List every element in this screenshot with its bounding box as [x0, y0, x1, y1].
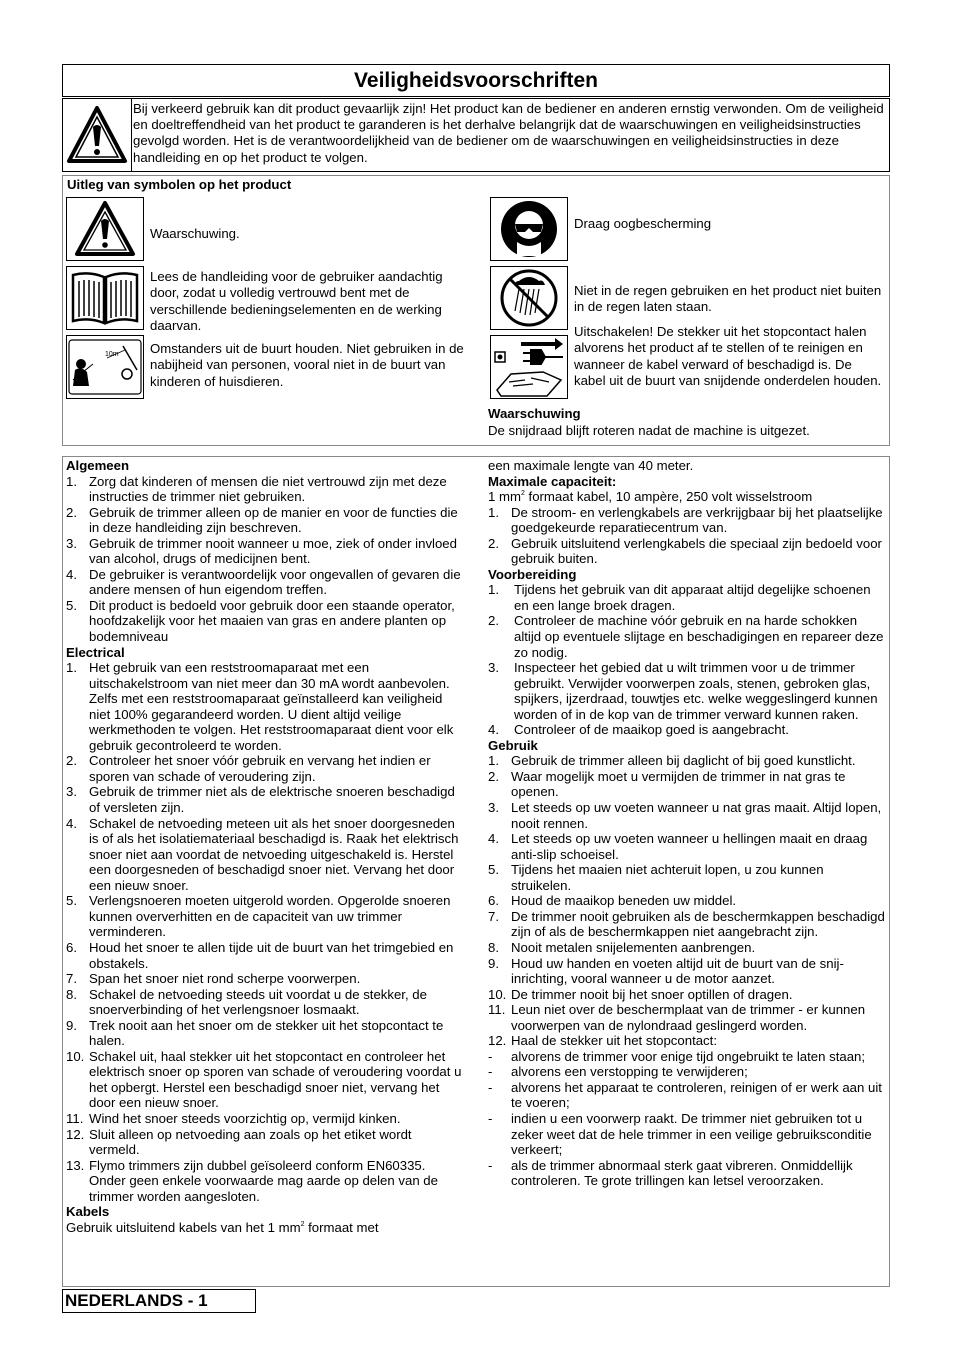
list-item: [488, 987, 886, 1003]
list-item-number: 2.: [66, 753, 77, 769]
list-item-text: Houd de maaikop beneden uw middel.: [511, 893, 737, 909]
list-item-text: Span het snoer niet rond scherpe voorwerpen.: [89, 971, 361, 987]
algemeen-heading: Algemeen: [66, 458, 130, 473]
list-item-number: 5.: [66, 893, 77, 909]
book-icon: [66, 266, 144, 330]
list-item: [66, 987, 462, 1018]
list-item: [488, 660, 886, 722]
list-item-number: 1.: [66, 660, 77, 676]
list-item: [66, 971, 462, 987]
list-item-text: Inspecteer het gebied dat u wilt trimmen voor u de trimmer gebruikt. Verwijder voorwerpen zoals, stenen, gebroken glas, spijkers, ijzerdraad, touwtjes etc. welke weggeslingerd kunnen worden of in de kop van de trimmer verward kunnen raken.: [514, 660, 878, 722]
algemeen-list: [66, 474, 462, 645]
list-item: [488, 505, 886, 536]
list-item-text: Het gebruik van een reststroomaparaat met een uitschakelstroom van niet meer dan 30 mA wordt aanbevolen. Zelfs met een reststroomaparaat geïnstalleerd kan veiligheid niet 100% gegarandeerd worden. U dient altijd veilige werkmethoden te volgen. Het reststroomaparaat dient voor elk gebruik gecontroleerd te worden.: [89, 660, 454, 753]
list-item-number: 1.: [488, 504, 499, 520]
list-item-text: Leun niet over de beschermplaat van de trimmer - er kunnen voorwerpen van de nylondraad geslingerd worden.: [511, 1002, 866, 1033]
list-item: [488, 1064, 886, 1080]
bystanders-icon: [66, 335, 144, 399]
list-item-text: alvorens het apparaat te controleren, reinigen of er werk aan uit te voeren;: [511, 1079, 882, 1111]
warning-icon: [66, 197, 144, 261]
list-item-number: 4.: [66, 566, 77, 582]
list-item-number: 1.: [488, 582, 499, 598]
capacity-list: [488, 505, 886, 567]
distance-label: 10m: [105, 351, 119, 358]
intro-warning-box: [62, 98, 890, 172]
list-item: [488, 800, 886, 831]
warning2-text: De snijdraad blijft roteren nadat de machine is uitgezet.: [488, 423, 810, 438]
list-item-text: Houd uw handen en voeten altijd uit de buurt van de snij-inrichting, vooral wanneer u de motor aanzet.: [511, 955, 844, 987]
list-item: [488, 909, 886, 940]
list-item: [488, 940, 886, 956]
symbol-manual-text: Lees de handleiding voor de gebruiker aandachtig door, zodat u volledig vertrouwd bent met de verschillende bedieningselementen en de werking daarvan.: [150, 269, 443, 334]
list-item: [488, 582, 886, 613]
list-item-text: Tijdens het maaien niet achteruit lopen, u zou kunnen struikelen.: [511, 862, 824, 893]
list-item-number: -: [488, 1064, 493, 1080]
list-item-number: 5.: [488, 862, 499, 878]
eye-protection-icon: [490, 197, 568, 261]
list-item: [488, 1080, 886, 1111]
list-item-number: 3.: [488, 800, 499, 816]
list-item-text: alvorens een verstopping te verwijderen;: [511, 1064, 748, 1080]
no-rain-icon: [490, 266, 568, 330]
list-item-number: 4.: [66, 815, 77, 831]
list-item-number: 10.: [488, 986, 507, 1002]
list-item-text: Controleer of de maaikop goed is aangebracht.: [514, 722, 789, 738]
list-item-number: 11.: [488, 1002, 506, 1018]
list-item: [488, 862, 886, 893]
list-item-number: 6.: [488, 893, 499, 909]
list-item-text: Houd het snoer te allen tijde uit de buurt van het trimgebied en obstakels.: [89, 939, 454, 971]
list-item-number: 6.: [66, 939, 77, 955]
list-item-number: 8.: [488, 939, 499, 955]
list-item-text: Waar mogelijk moet u vermijden de trimmer in nat gras te openen.: [511, 768, 846, 800]
kabels-continued: een maximale lengte van 40 meter.: [488, 458, 694, 473]
page-footer: NEDERLANDS - 1: [62, 1289, 256, 1313]
warning-triangle-icon: [63, 99, 132, 171]
list-item-number: 2.: [488, 535, 499, 551]
intro-text: Bij verkeerd gebruik kan dit product gevaarlijk zijn! Het product kan de bediener en anderen ernstig verwonden. Om de veiligheid en doeltreffendheid van het product te garanderen is het derhalve belangrijk dat de waarschuwingen en veiligheidsinstructies gevolgd worden. Het is de verantwoordelijkheid van de bediener om de waarschuwingen en veiligheidsinstructies in deze handleiding en op het product te volgen.: [133, 101, 884, 165]
list-item: [488, 536, 886, 567]
list-item-number: 7.: [488, 908, 499, 924]
electrical-heading: Electrical: [66, 644, 125, 660]
list-item: [488, 753, 886, 769]
warning2-heading: Waarschuwing: [488, 406, 581, 421]
list-item: [66, 753, 462, 784]
list-item: [488, 831, 886, 862]
right-column: [488, 458, 886, 1189]
voorbereiding-list: [488, 582, 886, 737]
list-item: [488, 722, 886, 738]
list-item: [66, 567, 462, 598]
kabels-heading: Kabels: [66, 1204, 110, 1220]
list-item: [66, 893, 462, 940]
list-item-number: 2.: [66, 504, 77, 520]
list-item-text: Schakel de netvoeding steeds uit voordat u de stekker, de snoerverbinding of het verlengsnoer losmaakt.: [89, 986, 427, 1018]
list-item-text: Gebruik uitsluitend verlengkabels die speciaal zijn bedoeld voor gebruik buiten.: [511, 535, 882, 567]
list-item-text: Trek nooit aan het snoer om de stekker uit het stopcontact te halen.: [89, 1017, 444, 1049]
kabels-text: Gebruik uitsluitend kabels van het 1 $mm^2$ formaat met: [66, 1219, 379, 1235]
list-item-text: Gebruik de trimmer nooit wanneer u moe, ziek of onder invloed van alcohol, drugs of medicijnen bent.: [89, 535, 457, 567]
list-item-number: 3.: [66, 784, 77, 800]
list-item-text: indien u een voorwerp raakt. De trimmer niet gebruiken tot u zeker weet dat de hele trimmer in een veilige gebruiksconditie verkeert;: [511, 1110, 872, 1158]
list-item-number: -: [488, 1157, 493, 1173]
list-item: [66, 1127, 462, 1158]
unplug-icon: [490, 335, 568, 399]
list-item-number: 9.: [488, 955, 499, 971]
list-item: [66, 940, 462, 971]
list-item-number: 7.: [66, 971, 77, 987]
symbol-rain-text: Niet in de regen gebruiken en het product niet buiten in de regen laten staan.: [574, 283, 882, 315]
list-item: [66, 505, 462, 536]
capacity-text: 1 $mm^2$ formaat kabel, 10 ampère, 250 volt wisselstroom: [488, 489, 813, 505]
list-item: [66, 1111, 462, 1127]
list-item: [66, 1049, 462, 1111]
list-item: [66, 784, 462, 815]
list-item: [66, 816, 462, 894]
list-item-text: Flymo trimmers zijn dubbel geïsoleerd conform EN60335. Onder geen enkele voorwaarde mag aarde op delen van de trimmer worden aangesloten.: [89, 1157, 438, 1204]
gebruik-heading: Gebruik: [488, 737, 538, 753]
list-item-number: 3.: [488, 660, 499, 676]
list-item: [488, 1002, 886, 1033]
list-item: [488, 1033, 886, 1049]
list-item: [488, 1158, 886, 1189]
list-item-number: 13.: [66, 1157, 85, 1173]
list-item-text: Haal de stekker uit het stopcontact:: [511, 1033, 717, 1049]
list-item-number: 5.: [66, 597, 77, 613]
list-item-text: Gebruik de trimmer alleen op de manier en voor de functies die in deze handleiding zijn beschreven.: [89, 504, 458, 536]
list-item-number: 2.: [488, 768, 499, 784]
list-item: [488, 613, 886, 660]
list-item-number: 4.: [488, 831, 499, 847]
list-item-text: Gebruik de trimmer niet als de elektrische snoeren beschadigd of versleten zijn.: [89, 784, 455, 816]
list-item-number: -: [488, 1048, 493, 1064]
list-item-text: De trimmer nooit gebruiken als de beschermkappen beschadigd zijn of als de beschermkappen niet aangebracht zijn.: [511, 908, 885, 940]
list-item-text: Controleer de machine vóór gebruik en na harde schokken altijd op eventuele slijtage en beschadigingen en repareer deze zo nodig.: [514, 613, 884, 660]
list-item-text: Dit product is bedoeld voor gebruik door een staande operator, hoofdzakelijk voor het maaien van gras en andere planten op bodemniveau: [89, 597, 455, 645]
list-item-number: -: [488, 1079, 493, 1095]
list-item-text: Nooit metalen snijelementen aanbrengen.: [511, 939, 756, 955]
list-item: [488, 769, 886, 800]
list-item-number: 1.: [66, 473, 77, 489]
list-item: [66, 536, 462, 567]
list-item-text: Controleer het snoer vóór gebruik en vervang het indien er sporen van schade of veroudering zijn.: [89, 753, 431, 784]
list-item-text: Gebruik de trimmer alleen bij daglicht of bij goed kunstlicht.: [511, 753, 856, 769]
list-item-number: 4.: [488, 722, 499, 738]
list-item-number: 12.: [488, 1033, 507, 1049]
list-item: [488, 1049, 886, 1065]
list-item-text: De gebruiker is verantwoordelijk voor ongevallen of gevaren die andere mensen of hun eigendom treffen.: [89, 566, 461, 598]
list-item: [66, 1018, 462, 1049]
list-item-text: Wind het snoer steeds voorzichtig op, vermijd kinken.: [89, 1110, 401, 1126]
list-item-text: als de trimmer abnormaal sterk gaat vibreren. Onmiddellijk controleren. Te grote trillingen kan letsel veroorzaken.: [511, 1157, 853, 1189]
list-item: [488, 956, 886, 987]
list-item-text: De stroom- en verlengkabels are verkrijgbaar bij het plaatselijke goedgekeurde reparatiecentrum van.: [511, 504, 883, 536]
symbol-warning-text: Waarschuwing.: [150, 226, 240, 241]
list-item-number: 9.: [66, 1017, 77, 1033]
list-item-number: 10.: [66, 1048, 85, 1064]
list-item: [66, 474, 462, 505]
symbol-unplug-text: Uitschakelen! De stekker uit het stopcontact halen alvorens het product af te stellen of te reinigen en wanneer de kabel verward of beschadigd is. De kabel uit de buurt van snijdende onderdelen houden.: [574, 324, 882, 389]
list-item-text: Sluit alleen op netvoeding aan zoals op het etiket wordt vermeld.: [89, 1126, 412, 1158]
unplug-conditions-list: [488, 1049, 886, 1189]
voorbereiding-heading: Voorbereiding: [488, 566, 577, 582]
capacity-heading: Maximale capaciteit:: [488, 473, 617, 489]
symbol-bystanders-text: Omstanders uit de buurt houden. Niet gebruiken in de nabijheid van personen, vooral niet in de buurt van kinderen of huisdieren.: [150, 341, 464, 389]
symbol-eye-text: Draag oogbescherming: [574, 216, 712, 231]
list-item-text: Schakel de netvoeding meteen uit als het snoer doorgesneden is of als het isolatiemateriaal beschadigd is. Raak het elektrisch snoer niet aan voordat de netvoeding uitgeschakeld is. Herstel een doorgesneden of beschadigd snoer niet. Vervang het door een nieuw snoer.: [89, 815, 459, 893]
list-item-number: 1.: [488, 753, 499, 769]
list-item-text: Let steeds op uw voeten wanneer u hellingen maait en draag anti-slip schoeisel.: [511, 831, 868, 862]
list-item: [488, 1111, 886, 1158]
gebruik-list: [488, 753, 886, 1048]
list-item: [66, 660, 462, 753]
list-item-number: 8.: [66, 986, 77, 1002]
list-item-number: 11.: [66, 1110, 84, 1126]
symbols-heading: Uitleg van symbolen op het product: [67, 177, 292, 192]
list-item-text: Let steeds op uw voeten wanneer u nat gras maait. Altijd lopen, nooit rennen.: [511, 800, 882, 831]
symbols-section: [62, 175, 890, 446]
list-item: [66, 1158, 462, 1205]
list-item-number: -: [488, 1110, 493, 1126]
page-title: Veiligheidsvoorschriften: [62, 64, 890, 97]
list-item-text: Zorg dat kinderen of mensen die niet vertrouwd zijn met deze instructies de trimmer niet gebruiken.: [89, 473, 447, 505]
list-item-text: Schakel uit, haal stekker uit het stopcontact en controleer het elektrisch snoer op sporen van schade of veroudering voordat u het opbergt. Herstel een beschadigd snoer niet, vervang het door een nieuw snoer.: [89, 1048, 462, 1111]
left-column: [66, 458, 462, 1235]
list-item-text: De trimmer nooit bij het snoer optillen of dragen.: [511, 986, 793, 1002]
list-item: [488, 893, 886, 909]
list-item-number: 3.: [66, 535, 77, 551]
list-item: [66, 598, 462, 645]
electrical-list: [66, 660, 462, 1204]
rules-section: [62, 456, 890, 1287]
list-item-text: Verlengsnoeren moeten uitgerold worden. Opgerolde snoeren kunnen oververhitten en de capaciteit van uw trimmer verminderen.: [89, 893, 451, 940]
list-item-text: Tijdens het gebruik van dit apparaat altijd degelijke schoenen en een lange broek dragen.: [514, 582, 871, 613]
list-item-text: alvorens de trimmer voor enige tijd ongebruikt te laten staan;: [511, 1048, 866, 1064]
list-item-number: 2.: [488, 613, 499, 629]
list-item-number: 12.: [66, 1126, 85, 1142]
